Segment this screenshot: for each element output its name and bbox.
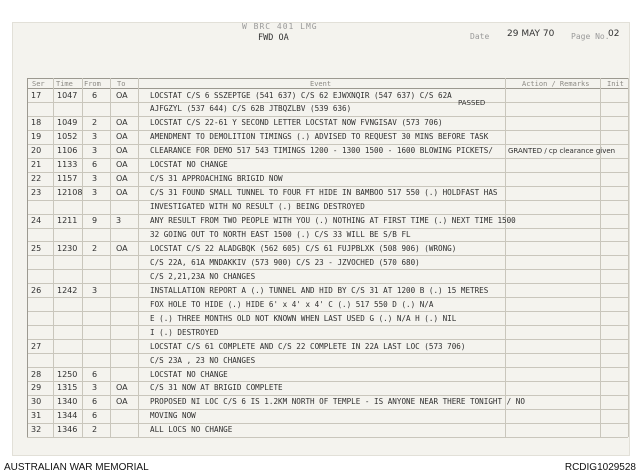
to-station: 3	[116, 216, 122, 226]
serial-number: 26	[31, 285, 42, 295]
time-value: 1230	[57, 243, 78, 253]
to-station: OA	[116, 160, 128, 170]
date-label: Date	[470, 32, 490, 41]
from-station: 3	[92, 146, 98, 156]
ruled-line	[27, 102, 628, 103]
action-remark: GRANTED / cp clearance given	[508, 147, 616, 156]
archive-reference: RCDIG1029528	[564, 462, 636, 473]
from-station: 3	[92, 285, 98, 295]
event-text: C/S 22A, 61A MNDAKKIV (573 900) C/S 23 - JZVOCHED (570 680)	[150, 257, 420, 267]
time-value: 1211	[57, 216, 78, 226]
from-station: 9	[92, 216, 98, 226]
from-station: 6	[92, 369, 98, 379]
serial-number: 30	[31, 397, 42, 407]
event-text: CLEARANCE FOR DEMO 517 543 TIMINGS 1200 - 1300 1500 - 1600 BLOWING PICKETS/	[150, 146, 493, 156]
serial-number: 23	[31, 188, 42, 198]
column-rule	[27, 78, 28, 437]
ruled-line	[27, 255, 628, 256]
ruled-line	[27, 158, 628, 159]
column-rule	[53, 78, 54, 437]
column-header-from: From	[84, 80, 101, 88]
serial-number: 17	[31, 90, 42, 100]
column-rule	[110, 78, 111, 437]
event-text: 32 GOING OUT TO NORTH EAST 1500 (.) C/S 33 WILL BE S/B FL	[150, 230, 411, 239]
date-value: 29 MAY 70	[507, 29, 555, 39]
column-header-to: To	[117, 80, 126, 88]
event-text: C/S 31 FOUND SMALL TUNNEL TO FOUR FT HIDE IN BAMBOO 517 550 (.) HOLDFAST HAS	[150, 188, 498, 198]
column-header-event: Event	[310, 80, 332, 88]
ruled-line	[27, 130, 628, 131]
event-text: AMENDMENT TO DEMOLITION TIMINGS (.) ADVISED TO REQUEST 30 MINS BEFORE TASK	[150, 132, 489, 142]
header-top-rule	[27, 78, 628, 79]
event-text: C/S 2,21,23A NO CHANGES	[150, 271, 256, 281]
event-text: E (.) THREE MONTHS OLD NOT KNOWN WHEN LAST USED G (.) N/A H (.) NIL	[150, 313, 457, 323]
from-station: 6	[92, 160, 98, 170]
header-bottom-rule	[27, 88, 628, 89]
ruled-line	[27, 353, 628, 354]
serial-number: 21	[31, 160, 42, 170]
serial-number: 32	[31, 425, 42, 435]
ruled-line	[27, 283, 628, 284]
ruled-line	[27, 297, 628, 298]
event-text: LOCSTAT NO CHANGE	[150, 160, 228, 170]
archive-credit: AUSTRALIAN WAR MEMORIAL	[4, 462, 149, 473]
ruled-line	[27, 409, 628, 410]
event-text: INSTALLATION REPORT A (.) TUNNEL AND HID BY C/S 31 AT 1200 B (.) 15 METRES	[150, 285, 489, 295]
ruled-line	[27, 311, 628, 312]
event-text: C/S 31 APPROACHING BRIGID NOW	[150, 174, 283, 184]
ruled-line	[27, 437, 628, 438]
from-station: 6	[92, 411, 98, 421]
ruled-line	[27, 339, 628, 340]
to-station: OA	[116, 174, 128, 184]
ruled-line	[27, 269, 628, 270]
to-station: OA	[116, 90, 128, 100]
event-text: INVESTIGATED WITH NO RESULT (.) BEING DESTROYED	[150, 202, 365, 212]
to-station: OA	[116, 146, 128, 156]
from-station: 3	[92, 188, 98, 198]
to-station: OA	[116, 383, 128, 393]
ruled-line	[27, 200, 628, 201]
ruled-line	[27, 325, 628, 326]
serial-number: 22	[31, 174, 42, 184]
time-value: 1052	[57, 132, 78, 142]
time-value: 1106	[57, 146, 78, 156]
event-text: MOVING NOW	[150, 411, 196, 421]
page-label: Page No.	[571, 32, 610, 41]
serial-number: 25	[31, 243, 42, 253]
time-value: 1346	[57, 425, 78, 435]
ruled-line	[27, 423, 628, 424]
column-header-time: Time	[56, 80, 73, 88]
ruled-line	[27, 214, 628, 215]
serial-number: 27	[31, 341, 42, 351]
column-rule	[600, 78, 601, 437]
time-value: 1340	[57, 397, 78, 407]
to-station: OA	[116, 243, 128, 253]
column-rule	[628, 78, 629, 437]
column-rule	[82, 78, 83, 437]
form-number: W BRC 401 LMG	[242, 22, 318, 31]
time-value: 1047	[57, 90, 78, 100]
time-value: 1133	[57, 160, 78, 170]
from-station: 3	[92, 132, 98, 142]
unit-label: FWD OA	[258, 33, 289, 43]
ruled-line	[27, 395, 628, 396]
event-text: LOCSTAT C/S 22-61 Y SECOND LETTER LOCSTAT NOW FVNGISAV (573 706)	[150, 118, 443, 128]
time-value: 12108	[57, 188, 83, 198]
event-text: AJFGZYL (537 644) C/S 62B JTBQZLBV (539 636)	[150, 104, 352, 114]
time-value: 1344	[57, 411, 78, 421]
serial-number: 31	[31, 411, 42, 421]
event-text: FOX HOLE TO HIDE (.) HIDE 6' x 4' x 4' C (.) 517 550 D (.) N/A	[150, 299, 434, 309]
from-station: 2	[92, 118, 98, 128]
ruled-line	[27, 186, 628, 187]
event-text: I (.) DESTROYED	[150, 327, 219, 337]
column-header-action: Action / Remarks	[522, 80, 590, 88]
ruled-line	[27, 367, 628, 368]
event-text: C/S 23A , 23 NO CHANGES	[150, 355, 256, 365]
time-value: 1049	[57, 118, 78, 128]
to-station: OA	[116, 118, 128, 128]
column-header-initials: Init	[607, 80, 624, 88]
event-text: ANY RESULT FROM TWO PEOPLE WITH YOU (.) NOTHING AT FIRST TIME (.) NEXT TIME 1500	[150, 216, 516, 226]
event-text: LOCSTAT C/S 6 SSZEPTGE (541 637) C/S 62 EJWXNQIR (547 637) C/S 62A	[150, 90, 452, 100]
time-value: 1157	[57, 174, 78, 184]
action-remark: PASSED	[458, 99, 486, 108]
event-text: LOCSTAT C/S 61 COMPLETE AND C/S 22 COMPLETE IN 22A LAST LOC (573 706)	[150, 341, 466, 351]
serial-number: 20	[31, 146, 42, 156]
from-station: 3	[92, 383, 98, 393]
serial-number: 29	[31, 383, 42, 393]
event-text: C/S 31 NOW AT BRIGID COMPLETE	[150, 383, 283, 393]
from-station: 6	[92, 90, 98, 100]
to-station: OA	[116, 397, 128, 407]
from-station: 2	[92, 243, 98, 253]
column-header-serial: Ser	[32, 80, 45, 88]
to-station: OA	[116, 188, 128, 198]
event-text: LOCSTAT NO CHANGE	[150, 369, 228, 379]
column-rule	[505, 78, 506, 437]
ruled-line	[27, 172, 628, 173]
ruled-line	[27, 144, 628, 145]
serial-number: 24	[31, 216, 42, 226]
ruled-line	[27, 228, 628, 229]
event-text: LOCSTAT C/S 22 ALADGBQK (562 605) C/S 61 FUJPBLXK (508 906) (WRONG)	[150, 243, 457, 253]
serial-number: 19	[31, 132, 42, 142]
serial-number: 28	[31, 369, 42, 379]
time-value: 1315	[57, 383, 78, 393]
from-station: 3	[92, 174, 98, 184]
ruled-line	[27, 241, 628, 242]
from-station: 6	[92, 397, 98, 407]
time-value: 1242	[57, 285, 78, 295]
time-value: 1250	[57, 369, 78, 379]
ruled-line	[27, 381, 628, 382]
serial-number: 18	[31, 118, 42, 128]
ruled-line	[27, 116, 628, 117]
page-number: 02	[608, 29, 620, 39]
event-text: ALL LOCS NO CHANGE	[150, 425, 233, 435]
to-station: OA	[116, 132, 128, 142]
column-rule	[138, 78, 139, 437]
from-station: 2	[92, 425, 98, 435]
event-text: PROPOSED NI LOC C/S 6 IS 1.2KM NORTH OF TEMPLE - IS ANYONE NEAR THERE TONIGHT / NO	[150, 397, 525, 407]
